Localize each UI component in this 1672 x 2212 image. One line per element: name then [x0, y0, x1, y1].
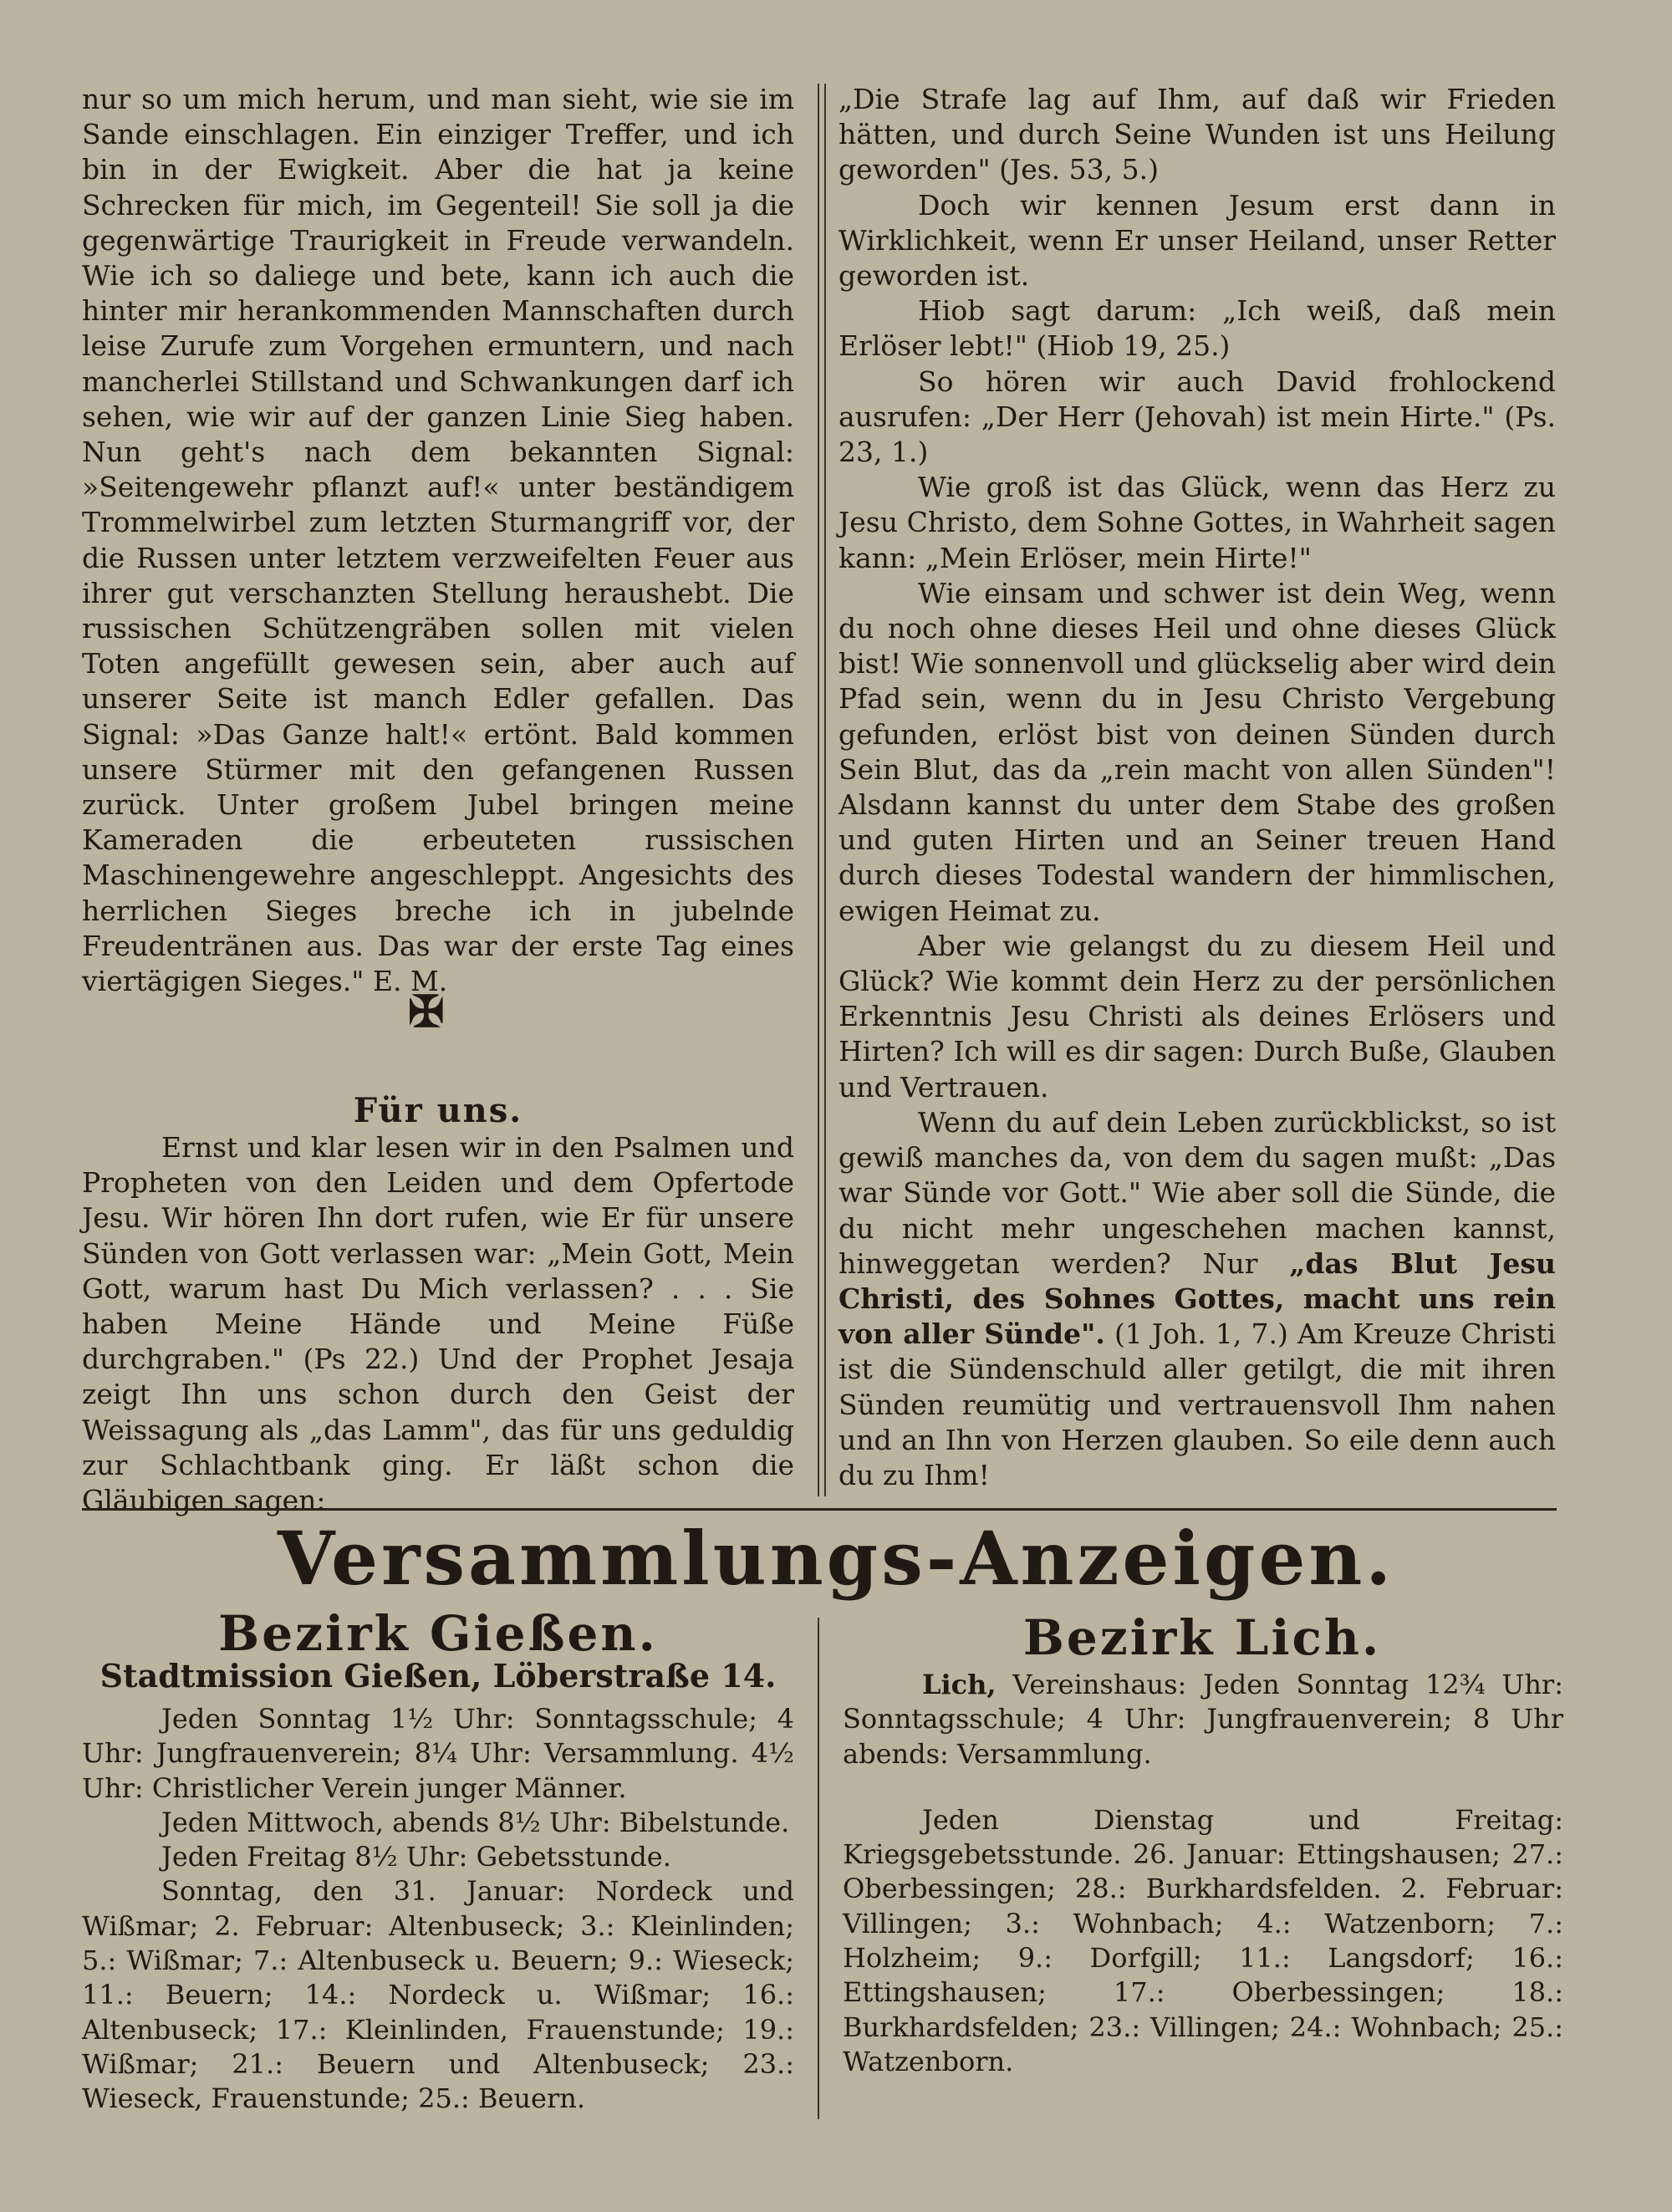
- announcement-paragraph: Sonntag, den 31. Januar: Nordeck und Wißmar; 2. Februar: Altenbuseck; 3.: Kleinlinden; 5.: Wißmar; 7.: Altenbuseck u. Beuern; 9.: Wieseck; 11.: Beuern; 14.: Nordeck u. Wißmar; 16.: Altenbuseck; 17.: Kleinlinden, Frauenstunde; 19.: Wißmar; 21.: Beuern und Altenbuseck; 23.: Wieseck, Frauenstunde; 25.: Beuern.: [82, 1875, 794, 2115]
- right-column: [839, 82, 1556, 1493]
- paragraph: Aber wie gelangst du zu diesem Heil und Glück? Wie kommt dein Herz zu der persönlichen Erkenntnis Jesu Christi als deines Erlösers und Hirten? Ich will es dir sagen: Durch Buße, Glauben und Vertrauen.: [839, 929, 1556, 1103]
- section-paragraph: Ernst und klar lesen wir in den Psalmen und Propheten von den Leiden und dem Opfertode Jesu. Wir hören Ihn dort rufen, wie Er für unsere Sünden von Gott verlassen war: „Mein Gott, Mein Gott, warum hast Du Mich verlassen? . . . Sie haben Meine Hände und Meine Füße durchgraben." (Ps 22.) Und der Prophet Jesaja zeigt Ihn uns schon durch den Geist der Weissagung als „das Lamm", das für uns geduldig zur Schlachtbank ging. Er läßt schon die Gläubigen sagen:: [82, 1131, 794, 1517]
- announcement-paragraph: Jeden Freitag 8½ Uhr: Gebetsstunde.: [161, 1841, 671, 1873]
- giessen-announcements: [82, 1702, 794, 2117]
- paragraph: Doch wir kennen Jesum erst dann in Wirklichkeit, wenn Er unser Heiland, unser Retter geworden ist.: [839, 188, 1556, 293]
- place-name: Lich,: [922, 1669, 997, 1700]
- paragraph-text: Wenn du auf dein Leben zurückblickst, so ist gewiß manches da, von dem du sagen mußt: „Das war Sünde vor Gott." Wie aber soll die Sünde, die du nicht mehr ungeschehen machen kannst, hinweggetan werden? Nur: [839, 1105, 1556, 1280]
- district-title-lich: Bezirk Lich.: [1022, 1609, 1382, 1666]
- district-title-giessen: Bezirk Gießen.: [218, 1605, 658, 1662]
- paragraph: „Die Strafe lag auf Ihm, auf daß wir Frieden hätten, und durch Seine Wunden ist uns Heilung geworden" (Jes. 53, 5.): [839, 83, 1556, 186]
- announcement-text: Vereinshaus: Jeden Sonntag 12¾ Uhr: Sonntagsschule; 4 Uhr: Jungfrauenverein; 8 Uhr abends: Versammlung.: [843, 1669, 1564, 1770]
- section-divider: [82, 1508, 1557, 1511]
- paragraph: [839, 1105, 1556, 1493]
- announcements-title: Versammlungs-Anzeigen.: [277, 1515, 1395, 1602]
- section-title: Für uns.: [353, 1091, 523, 1130]
- paragraph-text: (1 Joh. 1, 7.) Am Kreuze Christi ist die Sündenschuld aller getilgt, die mit ihren Sünden reumütig und vertrauensvoll Ihm nahen und an Ihn von Herzen glauben. So eile denn auch du zu Ihm!: [839, 1318, 1557, 1491]
- column-divider: [818, 84, 819, 1496]
- announcement-paragraph: Jeden Mittwoch, abends 8½ Uhr: Bibelstunde.: [161, 1806, 790, 1838]
- left-column: [82, 82, 794, 999]
- bold-quote: „das Blut Jesu Christi, des Sohnes Gottes, macht uns rein von aller Sünde".: [839, 1246, 1556, 1351]
- lich-announcements: [843, 1668, 1563, 2079]
- story-continuation: nur so um mich herum, und man sieht, wie sie im Sande einschlagen. Ein einziger Treffer, und ich bin in der Ewigkeit. Aber die hat ja keine Schrecken für mich, im Gegenteil! Sie soll ja die gegenwärtige Traurigkeit in Freude verwandeln. Wie ich so daliege und bete, kann ich auch die hinter mir herankommenden Mannschaften durch leise Zurufe zum Vorgehen ermuntern, und nach mancherlei Stillstand und Schwankungen darf ich sehen, wie wir auf der ganzen Linie Sieg haben. Nun geht's nach dem bekannten Signal: »Seitengewehr pflanzt auf!« unter beständigem Trommelwirbel zum letzten Sturmangriff vor, der die Russen unter letztem verzweifelten Feuer aus ihrer gut verschanzten Stellung heraushebt. Die russischen Schützengräben sollen mit vielen Toten angefüllt gewesen sein, aber auch auf unserer Seite ist manch Edler gefallen. Das Signal: »Das Ganze halt!« ertönt. Bald kommen unsere Stürmer mit den gefangenen Russen zurück. Unter großem Jubel bringen meine Kameraden die erbeuteten russischen Maschinengewehre angeschleppt. Angesichts des herrlichen Sieges breche ich in jubelnde Freudentränen aus. Das war der erste Tag eines viertägigen Sieges." E. M.: [82, 83, 794, 998]
- column-divider: [824, 84, 826, 1496]
- paragraph: Wie einsam und schwer ist dein Weg, wenn du noch ohne dieses Heil und ohne dieses Glück bist! Wie sonnenvoll und glückselig aber wird dein Pfad sein, wenn du in Jesu Christo Vergebung gefunden, erlöst bist von deinen Sünden durch Sein Blut, das da „rein macht von allen Sünden"! Alsdann kannst du unter dem Stabe des großen und guten Hirten und an Seiner treuen Hand durch dieses Todestal wandern der himmlischen, ewigen Heimat zu.: [839, 576, 1556, 927]
- column-divider: [818, 1618, 819, 2119]
- mission-title: Stadtmission Gießen, Löberstraße 14.: [99, 1657, 777, 1695]
- announcement-paragraph: Jeden Sonntag 1½ Uhr: Sonntagsschule; 4 Uhr: Jungfrauenverein; 8¼ Uhr: Versammlung. 4½ Uhr: Christlicher Verein junger Männer.: [82, 1703, 794, 1804]
- paragraph: Hiob sagt darum: „Ich weiß, daß mein Erlöser lebt!" (Hiob 19, 25.): [839, 294, 1556, 363]
- announcement-paragraph: [843, 1668, 1563, 1771]
- announcement-paragraph: Jeden Dienstag und Freitag: Kriegsgebetsstunde. 26. Januar: Ettingshausen; 27.: Oberbessingen; 28.: Burkhardsfelden. 2. Februar: Villingen; 3.: Wohnbach; 4.: Watzenborn; 7.: Holzheim; 9.: Dorfgill; 11.: Langsdorf; 16.: Ettingshausen; 17.: Oberbessingen; 18.: Burkhardsfelden; 23.: Villingen; 24.: Wohnbach; 25.: Watzenborn.: [843, 1803, 1563, 2077]
- ornament-icon: ✠: [408, 986, 445, 1037]
- paragraph: So hören wir auch David frohlockend ausrufen: „Der Herr (Jehovah) ist mein Hirte." (Ps. 23, 1.): [839, 364, 1556, 469]
- section-body: [82, 1130, 794, 1518]
- paragraph: Wie groß ist das Glück, wenn das Herz zu Jesu Christo, dem Sohne Gottes, in Wahrheit sagen kann: „Mein Erlöser, mein Hirte!": [839, 471, 1556, 574]
